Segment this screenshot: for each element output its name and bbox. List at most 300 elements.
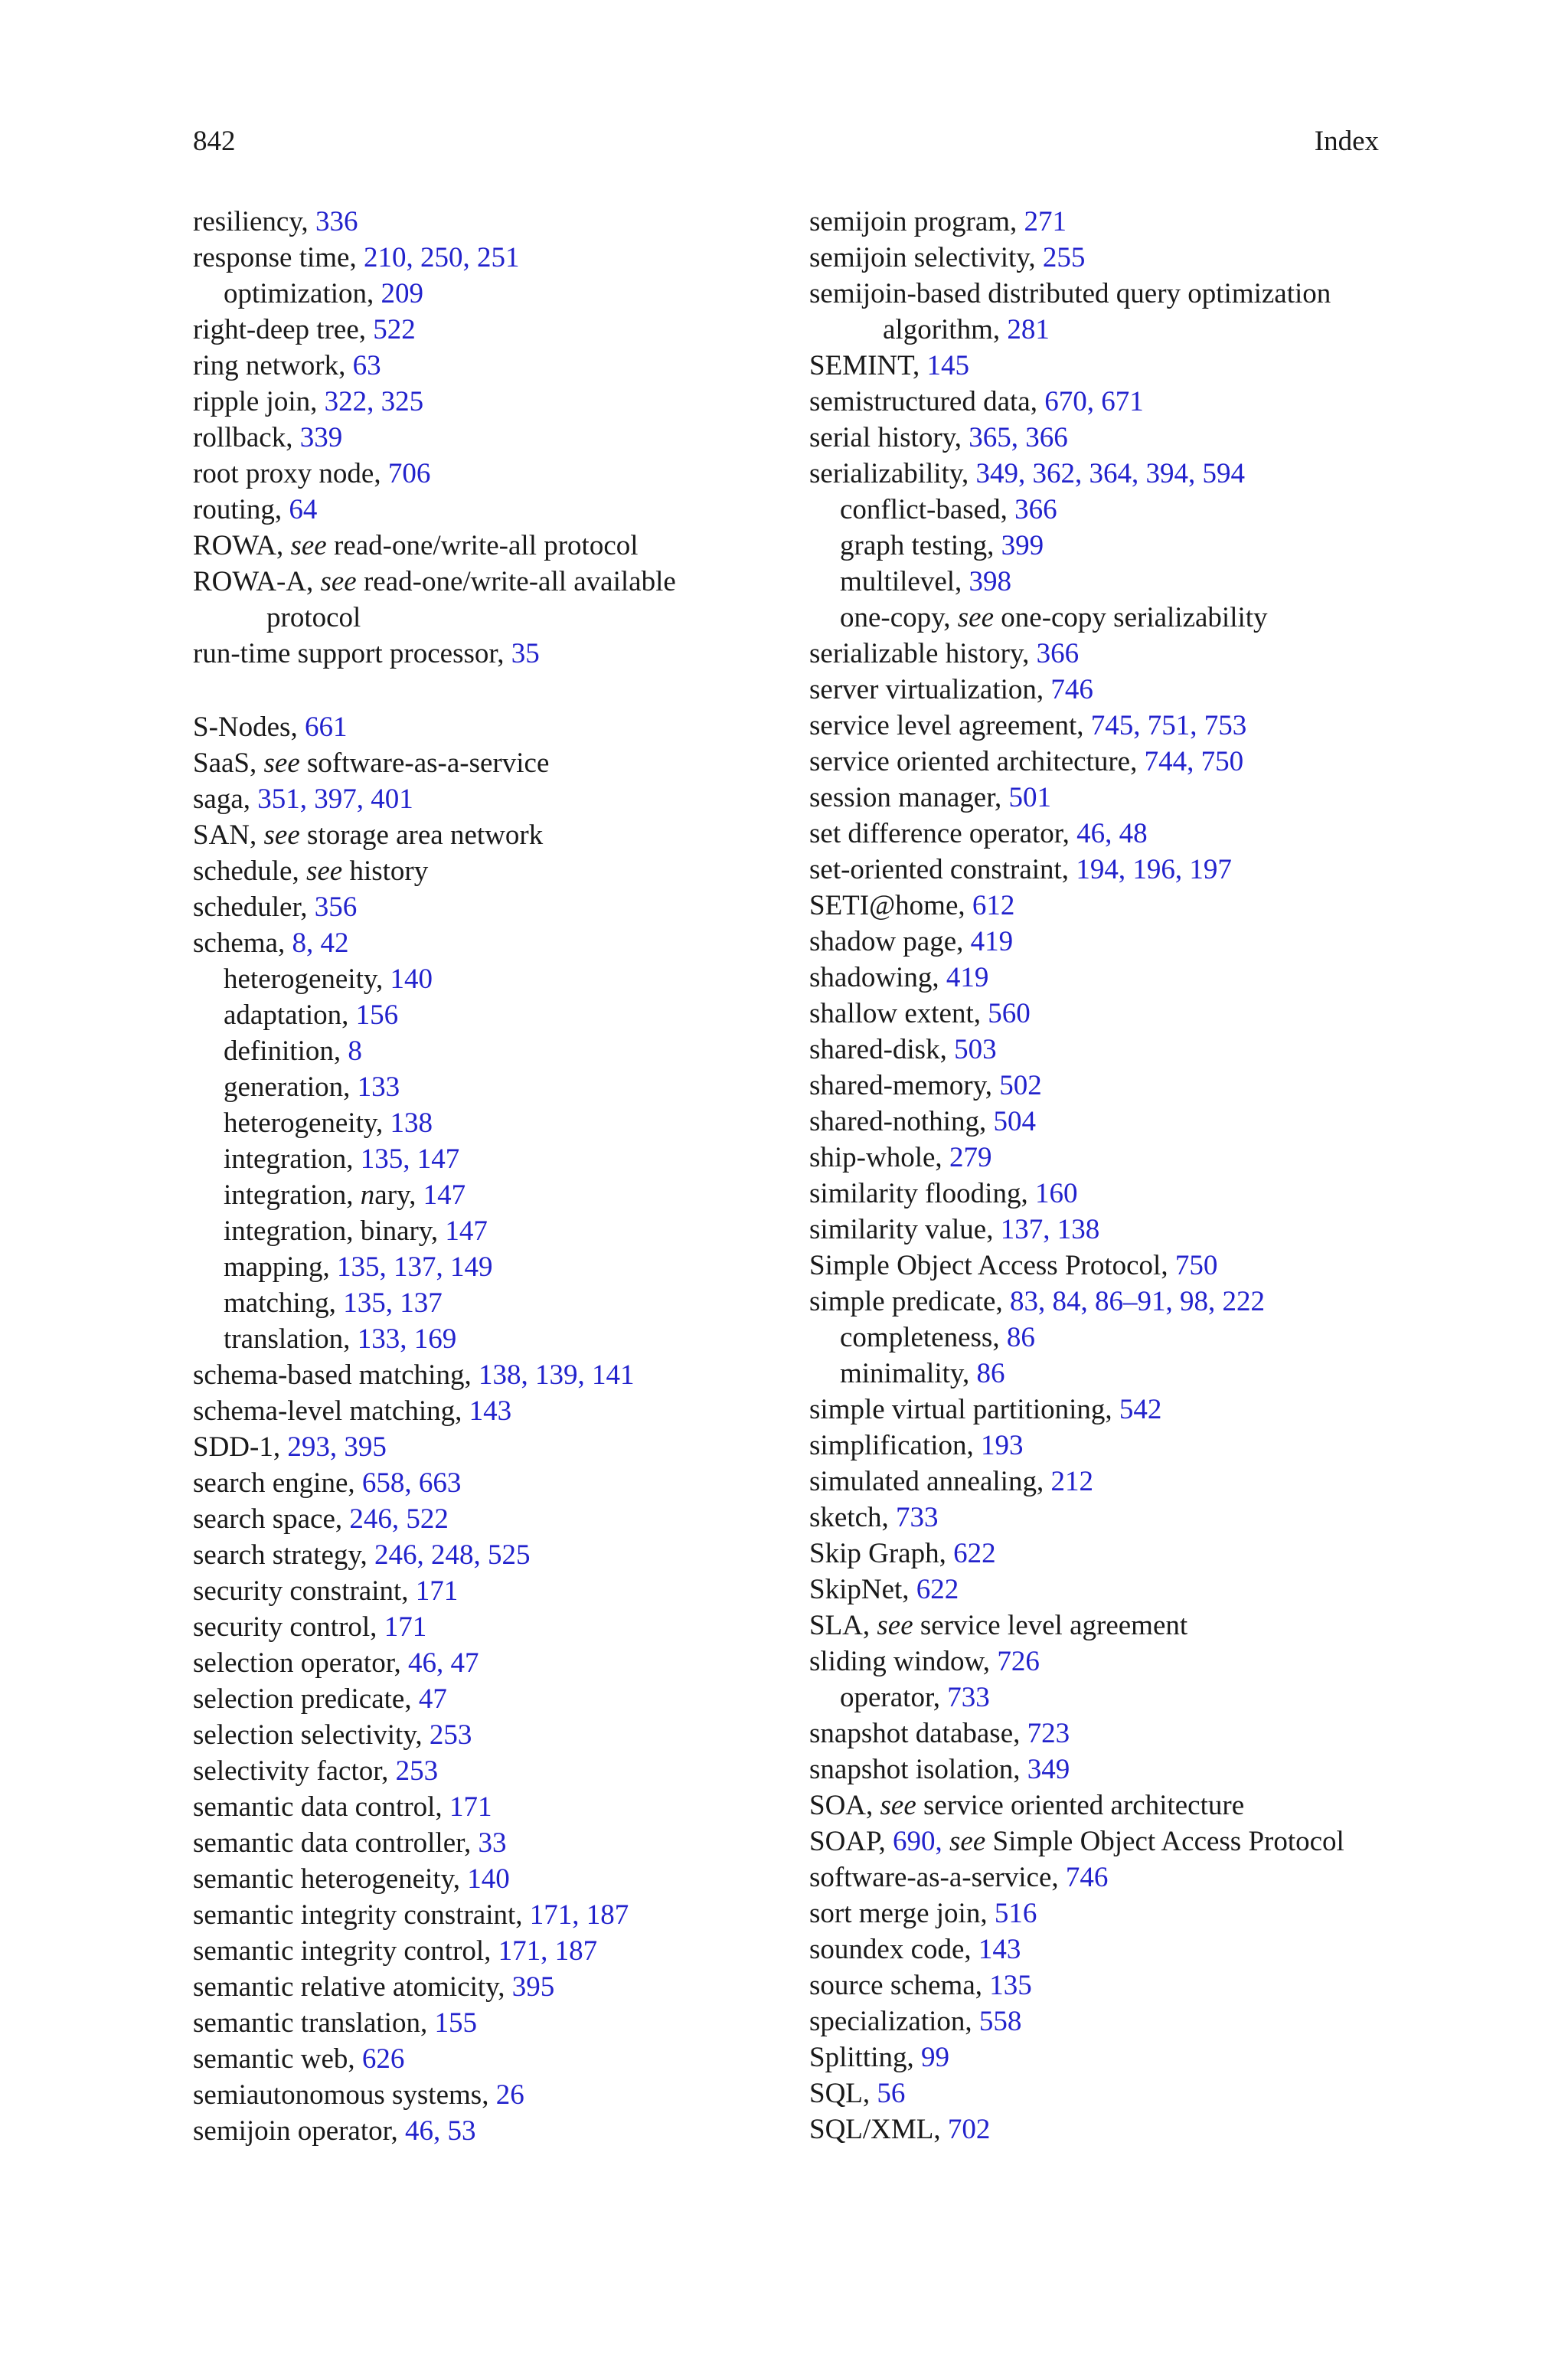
page-reference-link[interactable]: 622 — [953, 1538, 996, 1569]
index-entry — [809, 204, 1391, 240]
index-entry — [809, 348, 1391, 384]
index-entry — [809, 384, 1391, 420]
index-term: root proxy node, — [193, 458, 388, 489]
index-term: SOA, — [809, 1790, 880, 1821]
index-term: multilevel, — [840, 566, 969, 597]
index-entry — [193, 1609, 790, 1645]
page-reference-link[interactable]: 26 — [495, 2079, 524, 2111]
index-subentry — [193, 961, 790, 997]
index-term: algorithm, — [883, 314, 1008, 345]
index-term: SLA, — [809, 1610, 877, 1641]
page-reference-link[interactable]: 504 — [993, 1106, 1036, 1137]
index-subentry — [809, 600, 1391, 636]
page-reference-link[interactable]: 733 — [947, 1682, 990, 1713]
index-entry — [193, 1573, 790, 1609]
index-entry — [193, 1753, 790, 1789]
index-entry — [193, 781, 790, 817]
page-reference-link[interactable]: 86 — [1006, 1322, 1035, 1353]
index-term: semantic data controller, — [193, 1827, 479, 1859]
page-reference-link[interactable]: 133 — [357, 1071, 400, 1103]
page-reference-link[interactable]: 99 — [920, 2042, 949, 2073]
page-reference-link[interactable]: 160 — [1034, 1178, 1078, 1209]
page-reference-link[interactable]: 253 — [395, 1755, 439, 1787]
page-reference-link[interactable]: 147 — [423, 1179, 466, 1211]
letter-group-gap — [193, 672, 790, 709]
index-entry — [193, 564, 790, 600]
page-reference-link[interactable]: 690, — [893, 1826, 949, 1857]
index-entry — [809, 744, 1391, 780]
see-reference-target: software-as-a-service — [299, 747, 550, 779]
index-term: similarity value, — [809, 1214, 1001, 1245]
index-entry — [809, 1140, 1391, 1176]
index-entry — [809, 1752, 1391, 1788]
page-reference-link[interactable]: 171 — [449, 1791, 492, 1823]
index-term: serial history, — [809, 422, 969, 453]
index-entry — [809, 888, 1391, 924]
index-term: selectivity factor, — [193, 1755, 396, 1787]
index-term: right-deep tree, — [193, 314, 374, 345]
index-term: serializable history, — [809, 638, 1037, 669]
index-term: shared-memory, — [809, 1070, 1000, 1101]
index-entry — [193, 1789, 790, 1825]
index-term: semistructured data, — [809, 386, 1045, 417]
page-reference-link[interactable]: 661 — [304, 711, 348, 743]
see-reference-target: read-one/write-all available — [356, 566, 676, 597]
index-entry — [809, 1104, 1391, 1140]
page-reference-link[interactable]: 746 — [1065, 1862, 1109, 1893]
index-term: completeness, — [840, 1322, 1007, 1353]
index-term: shadow page, — [809, 926, 971, 957]
page-reference-link[interactable]: 135, 137 — [343, 1287, 443, 1319]
index-term: sliding window, — [809, 1646, 998, 1677]
index-term: schema, — [193, 927, 292, 959]
index-term: minimality, — [840, 1358, 977, 1389]
index-term: response time, — [193, 242, 364, 273]
index-entry — [809, 1284, 1391, 1320]
index-entry — [809, 636, 1391, 672]
index-subentry — [809, 1320, 1391, 1356]
page-reference-link[interactable]: 171, 187 — [498, 1935, 598, 1967]
page-reference-link[interactable]: 171, 187 — [529, 1899, 629, 1931]
index-term: semantic translation, — [193, 2007, 435, 2039]
see-reference-marker: see — [290, 530, 327, 561]
index-entry — [809, 1967, 1391, 2003]
index-entry-continuation — [193, 600, 790, 636]
index-entry — [809, 1464, 1391, 1500]
index-term: integration, — [224, 1179, 361, 1211]
index-subentry — [193, 276, 790, 312]
page-reference-link[interactable]: 612 — [972, 890, 1015, 921]
page-reference-link[interactable]: 46, 48 — [1076, 818, 1148, 849]
page-reference-link[interactable]: 46, 47 — [408, 1647, 479, 1679]
index-entry — [193, 1537, 790, 1573]
index-term: semantic data control, — [193, 1791, 449, 1823]
page-number: 842 — [193, 126, 236, 157]
page-reference-link[interactable]: 366 — [1036, 638, 1080, 669]
page-reference-link[interactable]: 670, 671 — [1044, 386, 1144, 417]
index-term: Splitting, — [809, 2042, 921, 2073]
index-subentry — [193, 1321, 790, 1357]
page-reference-link[interactable]: 253 — [429, 1719, 472, 1751]
see-reference-target: service level agreement — [913, 1610, 1188, 1641]
index-subentry — [193, 1285, 790, 1321]
page-reference-link[interactable]: 138 — [390, 1107, 433, 1139]
page-reference-link[interactable]: 733 — [896, 1502, 939, 1533]
index-entry — [809, 1896, 1391, 1932]
page-reference-link[interactable]: 8, 42 — [292, 927, 349, 959]
index-entry — [193, 2077, 790, 2113]
index-term: selection selectivity, — [193, 1719, 430, 1751]
index-term: scheduler, — [193, 891, 315, 923]
index-entry — [809, 240, 1391, 276]
index-term: semiautonomous systems, — [193, 2079, 496, 2111]
page-reference-link[interactable]: 706 — [387, 458, 431, 489]
page-reference-link[interactable]: 626 — [361, 2043, 405, 2075]
see-reference-marker: see — [880, 1790, 916, 1821]
page-reference-link[interactable]: 155 — [434, 2007, 477, 2039]
page-reference-link[interactable]: 726 — [997, 1646, 1040, 1677]
page-reference-link[interactable]: 138, 139, 141 — [478, 1359, 635, 1391]
index-entry — [809, 852, 1391, 888]
index-entry — [809, 1212, 1391, 1248]
index-term: Skip Graph, — [809, 1538, 954, 1569]
page-reference-link[interactable]: 143 — [469, 1395, 512, 1427]
page-reference-link[interactable]: 502 — [999, 1070, 1042, 1101]
index-term: translation, — [224, 1323, 358, 1355]
index-term: serializability, — [809, 458, 976, 489]
see-reference-marker: see — [305, 855, 343, 887]
see-reference-marker: see — [263, 747, 300, 779]
page-reference-link[interactable]: 279 — [949, 1142, 992, 1173]
page-reference-link[interactable]: 356 — [314, 891, 358, 923]
index-entry — [809, 2075, 1391, 2111]
page-reference-link[interactable]: 522 — [373, 314, 416, 345]
index-entry — [193, 925, 790, 961]
index-term: security control, — [193, 1611, 384, 1643]
see-reference-marker: n — [360, 1179, 375, 1211]
page-reference-link[interactable]: 63 — [352, 350, 381, 381]
page-reference-link[interactable]: 255 — [1042, 242, 1086, 273]
page-reference-link[interactable]: 137, 138 — [1000, 1214, 1100, 1245]
index-entry — [809, 1860, 1391, 1896]
index-term: SQL, — [809, 2078, 877, 2109]
index-column-right — [809, 204, 1391, 2147]
index-term: simple predicate, — [809, 1286, 1010, 1317]
index-subentry — [809, 564, 1391, 600]
page-reference-link[interactable]: 194, 196, 197 — [1076, 854, 1232, 885]
page-reference-link[interactable]: 143 — [978, 1934, 1021, 1965]
index-term: SAN, — [193, 819, 264, 851]
page-reference-link[interactable]: 135, 137, 149 — [336, 1251, 493, 1283]
index-term: saga, — [193, 783, 258, 815]
index-term: ROWA, — [193, 530, 291, 561]
index-subentry — [193, 997, 790, 1033]
page-reference-link[interactable]: 193 — [981, 1430, 1024, 1461]
index-subentry — [193, 1177, 790, 1213]
page-reference-link[interactable]: 56 — [877, 2078, 906, 2109]
index-subentry — [193, 1069, 790, 1105]
index-term: matching, — [224, 1287, 344, 1319]
page-reference-link[interactable]: 542 — [1119, 1394, 1162, 1425]
index-term: SOAP, — [809, 1826, 893, 1857]
index-term: SETI@home, — [809, 890, 972, 921]
page-reference-link[interactable]: 560 — [988, 998, 1031, 1029]
index-column-left — [193, 204, 790, 2149]
page-reference-link[interactable]: 86 — [976, 1358, 1005, 1389]
page-reference-link[interactable]: 156 — [355, 999, 399, 1031]
page-reference-link[interactable]: 281 — [1007, 314, 1050, 345]
page-reference-link[interactable]: 398 — [969, 566, 1012, 597]
index-term: schedule, — [193, 855, 306, 887]
index-entry — [193, 1645, 790, 1681]
index-term: snapshot isolation, — [809, 1754, 1027, 1785]
page-reference-link[interactable]: 209 — [381, 278, 424, 309]
see-reference-target: history — [342, 855, 429, 887]
see-reference-target: read-one/write-all protocol — [326, 530, 639, 561]
page-reference-link[interactable]: 145 — [926, 350, 969, 381]
index-term: conflict-based, — [840, 494, 1015, 525]
page-reference-link[interactable]: 140 — [467, 1863, 510, 1895]
index-term: search space, — [193, 1503, 350, 1535]
page-reference-link[interactable]: 503 — [954, 1034, 997, 1065]
index-entry — [809, 1500, 1391, 1536]
index-term: SQL/XML, — [809, 2114, 948, 2145]
index-entry — [193, 817, 790, 853]
page-reference-link[interactable]: 47 — [418, 1683, 447, 1715]
page-reference-link[interactable]: 246, 522 — [349, 1503, 449, 1535]
index-entry — [809, 456, 1391, 492]
page-reference-link[interactable]: 147 — [445, 1215, 488, 1247]
index-term: operator, — [840, 1682, 948, 1713]
page-reference-link[interactable]: 135 — [989, 1970, 1032, 2001]
page-reference-link[interactable]: 745, 751, 753 — [1090, 710, 1247, 741]
index-term: simplification, — [809, 1430, 982, 1461]
index-entry — [809, 2039, 1391, 2075]
page-reference-link[interactable]: 366 — [1014, 494, 1057, 525]
index-term: search engine, — [193, 1467, 362, 1499]
page-reference-link[interactable]: 702 — [947, 2114, 991, 2145]
index-entry — [193, 1465, 790, 1501]
index-term: rollback, — [193, 422, 300, 453]
index-term: resiliency, — [193, 206, 315, 237]
page-reference-link[interactable]: 336 — [315, 206, 358, 237]
index-subentry — [193, 1105, 790, 1141]
index-entry — [809, 1428, 1391, 1464]
page-reference-link[interactable]: 35 — [511, 638, 540, 669]
index-term: semijoin-based distributed query optimization — [809, 278, 1331, 309]
index-subentry — [193, 1213, 790, 1249]
index-subentry — [809, 492, 1391, 528]
page-reference-link[interactable]: 8 — [348, 1035, 362, 1067]
page-reference-link[interactable]: 419 — [946, 962, 989, 993]
index-entry — [809, 1572, 1391, 1608]
index-subentry — [809, 528, 1391, 564]
page-reference-link[interactable]: 516 — [994, 1898, 1037, 1929]
running-header: Index — [1314, 126, 1379, 157]
index-term: soundex code, — [809, 1934, 978, 1965]
index-entry — [809, 276, 1391, 312]
page-reference-link[interactable]: 365, 366 — [969, 422, 1068, 453]
index-entry — [809, 672, 1391, 708]
page-reference-link[interactable]: 723 — [1027, 1718, 1070, 1749]
index-entry — [193, 492, 790, 528]
index-subentry — [193, 1141, 790, 1177]
page-reference-link[interactable]: 64 — [289, 494, 318, 525]
page-reference-link[interactable]: 33 — [478, 1827, 507, 1859]
index-entry — [809, 1644, 1391, 1680]
index-entry — [809, 1248, 1391, 1284]
index-entry — [809, 1536, 1391, 1572]
index-entry — [193, 240, 790, 276]
index-entry — [193, 312, 790, 348]
page-reference-link[interactable]: 395 — [511, 1971, 555, 2003]
index-subentry — [193, 1249, 790, 1285]
see-reference-marker: see — [877, 1610, 913, 1641]
page-reference-link[interactable]: 133, 169 — [357, 1323, 457, 1355]
index-term: shallow extent, — [809, 998, 988, 1029]
page-reference-link[interactable]: 171 — [384, 1611, 427, 1643]
index-term: sketch, — [809, 1502, 897, 1533]
index-term: semijoin program, — [809, 206, 1024, 237]
index-term: semijoin selectivity, — [809, 242, 1043, 273]
index-entry — [809, 1932, 1391, 1967]
see-reference-target: storage area network — [299, 819, 544, 851]
page-reference-link[interactable]: 246, 248, 525 — [374, 1539, 531, 1571]
page-reference-link[interactable]: 322, 325 — [324, 386, 424, 417]
see-reference-target: service oriented architecture — [916, 1790, 1245, 1821]
page-reference-link[interactable]: 750 — [1174, 1250, 1218, 1281]
see-reference-target: Simple Object Access Protocol — [985, 1826, 1344, 1857]
index-entry — [809, 708, 1391, 744]
index-entry — [809, 1068, 1391, 1104]
index-term: shared-disk, — [809, 1034, 955, 1065]
page-reference-link[interactable]: 399 — [1001, 530, 1044, 561]
index-term: semijoin operator, — [193, 2115, 405, 2147]
page-reference-link[interactable]: 271 — [1024, 206, 1067, 237]
index-term: schema-level matching, — [193, 1395, 469, 1427]
index-term: source schema, — [809, 1970, 990, 2001]
page-reference-link[interactable]: 419 — [970, 926, 1014, 957]
page-reference-link[interactable]: 339 — [299, 422, 343, 453]
page-reference-link[interactable]: 212 — [1050, 1466, 1093, 1497]
index-term: ship-whole, — [809, 1142, 949, 1173]
index-term: schema-based matching, — [193, 1359, 479, 1391]
see-reference-target: ary, — [374, 1179, 423, 1211]
index-term: definition, — [224, 1035, 348, 1067]
index-entry — [193, 853, 790, 889]
index-entry — [193, 1969, 790, 2005]
page-reference-link[interactable]: 558 — [978, 2006, 1022, 2037]
see-reference-marker: see — [949, 1826, 986, 1857]
index-term: generation, — [224, 1071, 358, 1103]
index-term: SDD-1, — [193, 1431, 288, 1463]
index-entry — [193, 1429, 790, 1465]
index-entry — [809, 924, 1391, 960]
index-term: semantic web, — [193, 2043, 362, 2075]
index-term: Simple Object Access Protocol, — [809, 1250, 1175, 1281]
index-entry — [193, 745, 790, 781]
index-entry — [809, 1392, 1391, 1428]
index-entry — [193, 1393, 790, 1429]
index-entry — [193, 456, 790, 492]
index-entry — [193, 1933, 790, 1969]
index-term: simulated annealing, — [809, 1466, 1051, 1497]
index-entry — [809, 996, 1391, 1032]
index-entry — [193, 709, 790, 745]
page-reference-link[interactable]: 622 — [916, 1574, 959, 1605]
index-entry — [193, 889, 790, 925]
index-term: ROWA-A, — [193, 566, 321, 597]
index-term: one-copy, — [840, 602, 958, 633]
index-term: SaaS, — [193, 747, 264, 779]
index-term: selection operator, — [193, 1647, 409, 1679]
index-term: specialization, — [809, 2006, 979, 2037]
page-reference-link[interactable]: 293, 395 — [287, 1431, 387, 1463]
index-term: set difference operator, — [809, 818, 1077, 849]
index-entry — [193, 1861, 790, 1897]
index-term: mapping, — [224, 1251, 337, 1283]
index-term: S-Nodes, — [193, 711, 305, 743]
page-reference-link[interactable]: 746 — [1050, 674, 1093, 705]
index-term: service oriented architecture, — [809, 746, 1145, 777]
index-entry — [193, 636, 790, 672]
page-reference-link[interactable]: 349 — [1027, 1754, 1070, 1785]
index-entry — [193, 2113, 790, 2149]
index-term: service level agreement, — [809, 710, 1091, 741]
page-reference-link[interactable]: 140 — [390, 963, 433, 995]
page-reference-link[interactable]: 349, 362, 364, 394, 594 — [975, 458, 1245, 489]
index-entry — [193, 384, 790, 420]
index-entry — [809, 1176, 1391, 1212]
index-term: integration, binary, — [224, 1215, 446, 1247]
index-entry — [193, 1681, 790, 1717]
page-reference-link[interactable]: 501 — [1008, 782, 1052, 813]
index-term: set-oriented constraint, — [809, 854, 1076, 885]
index-term: SkipNet, — [809, 1574, 916, 1605]
see-reference-marker: see — [263, 819, 300, 851]
index-term: semantic relative atomicity, — [193, 1971, 512, 2003]
index-term: protocol — [266, 602, 361, 633]
page-reference-link[interactable]: 351, 397, 401 — [257, 783, 413, 815]
index-entry — [193, 1501, 790, 1537]
index-term: search strategy, — [193, 1539, 374, 1571]
index-term: ring network, — [193, 350, 353, 381]
see-reference-marker: see — [320, 566, 357, 597]
page-reference-link[interactable]: 171 — [415, 1575, 459, 1607]
index-subentry — [809, 1680, 1391, 1716]
index-entry-continuation — [809, 312, 1391, 348]
page-reference-link[interactable]: 135, 147 — [360, 1143, 460, 1175]
page-reference-link[interactable]: 658, 663 — [361, 1467, 462, 1499]
index-term: session manager, — [809, 782, 1009, 813]
index-entry — [809, 1788, 1391, 1824]
index-term: semantic integrity control, — [193, 1935, 498, 1967]
page-reference-link[interactable]: 210, 250, 251 — [363, 242, 520, 273]
index-term: semantic integrity constraint, — [193, 1899, 530, 1931]
index-term: run-time support processor, — [193, 638, 511, 669]
index-term: graph testing, — [840, 530, 1001, 561]
index-subentry — [809, 1356, 1391, 1392]
index-entry — [809, 960, 1391, 996]
page-reference-link[interactable]: 83, 84, 86–91, 98, 222 — [1009, 1286, 1265, 1317]
page-reference-link[interactable]: 744, 750 — [1144, 746, 1244, 777]
index-subentry — [193, 1033, 790, 1069]
index-entry — [193, 1357, 790, 1393]
index-term: ripple join, — [193, 386, 325, 417]
index-term: similarity flooding, — [809, 1178, 1035, 1209]
index-term: shadowing, — [809, 962, 946, 993]
page-reference-link[interactable]: 46, 53 — [404, 2115, 476, 2147]
